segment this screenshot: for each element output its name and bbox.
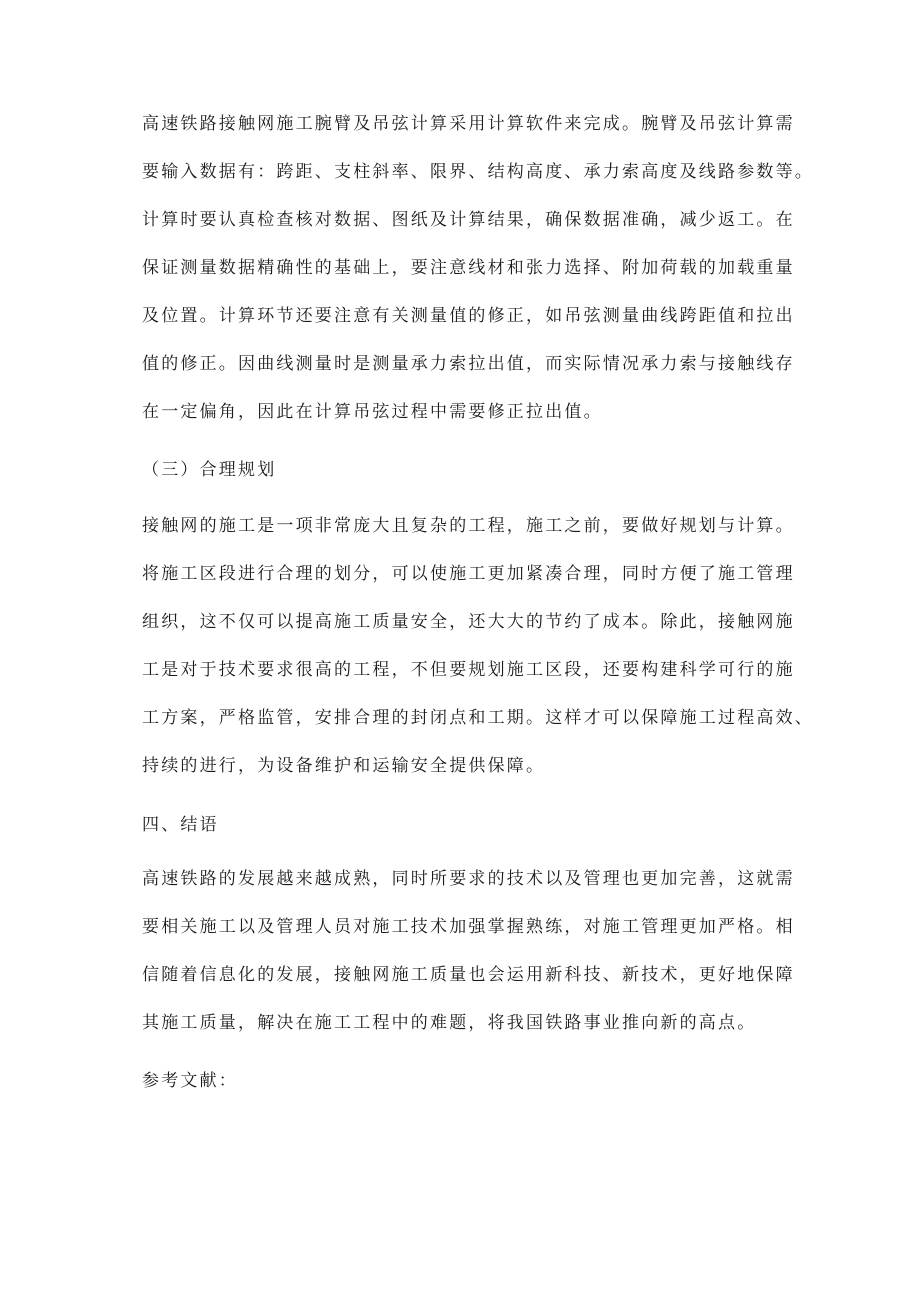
paragraph-line: 要相关施工以及管理人员对施工技术加强掌握熟练，对施工管理更加严格。相 [142,917,795,937]
section-heading-conclusion: 四、结语 [142,815,219,835]
paragraph-line: 高速铁路的发展越来越成熟，同时所要求的技术以及管理也更加完善，这就需 [142,869,795,889]
paragraph-line: 值的修正。因曲线测量时是测量承力索拉出值，而实际情况承力索与接触线存 [142,354,795,374]
paragraph-line: 计算时要认真检查核对数据、图纸及计算结果，确保数据准确，减少返工。在 [142,210,795,230]
paragraph-line: 信随着信息化的发展，接触网施工质量也会运用新科技、新技术，更好地保障 [142,965,795,985]
paragraph-line: 将施工区段进行合理的划分，可以使施工更加紧凑合理，同时方便了施工管理 [142,564,795,584]
paragraph-line: 其施工质量，解决在施工工程中的难题，将我国铁路事业推向新的高点。 [142,1013,757,1033]
paragraph-line: 高速铁路接触网施工腕臂及吊弦计算采用计算软件来完成。腕臂及吊弦计算需 [142,114,795,134]
paragraph-line: 组织，这不仅可以提高施工质量安全，还大大的节约了成本。除此，接触网施 [142,612,795,632]
paragraph-line: 保证测量数据精确性的基础上，要注意线材和张力选择、附加荷载的加载重量 [142,258,795,278]
paragraph-line: 及位置。计算环节还要注意有关测量值的修正，如吊弦测量曲线跨距值和拉出 [142,306,795,326]
paragraph-line: 接触网的施工是一项非常庞大且复杂的工程，施工之前，要做好规划与计算。 [142,516,795,536]
paragraph-line: 工是对于技术要求很高的工程，不但要规划施工区段，还要构建科学可行的施 [142,660,795,680]
paragraph-line: 工方案，严格监管，安排合理的封闭点和工期。这样才可以保障施工过程高效、 [142,708,814,728]
section-heading-planning: （三）合理规划 [142,460,277,480]
paragraph-line: 要输入数据有：跨距、支柱斜率、限界、结构高度、承力索高度及线路参数等。 [142,162,814,182]
paragraph-line: 在一定偏角，因此在计算吊弦过程中需要修正拉出值。 [142,402,603,422]
paragraph-line: 持续的进行，为设备维护和运输安全提供保障。 [142,756,546,776]
section-heading-references: 参考文献： [142,1071,238,1091]
